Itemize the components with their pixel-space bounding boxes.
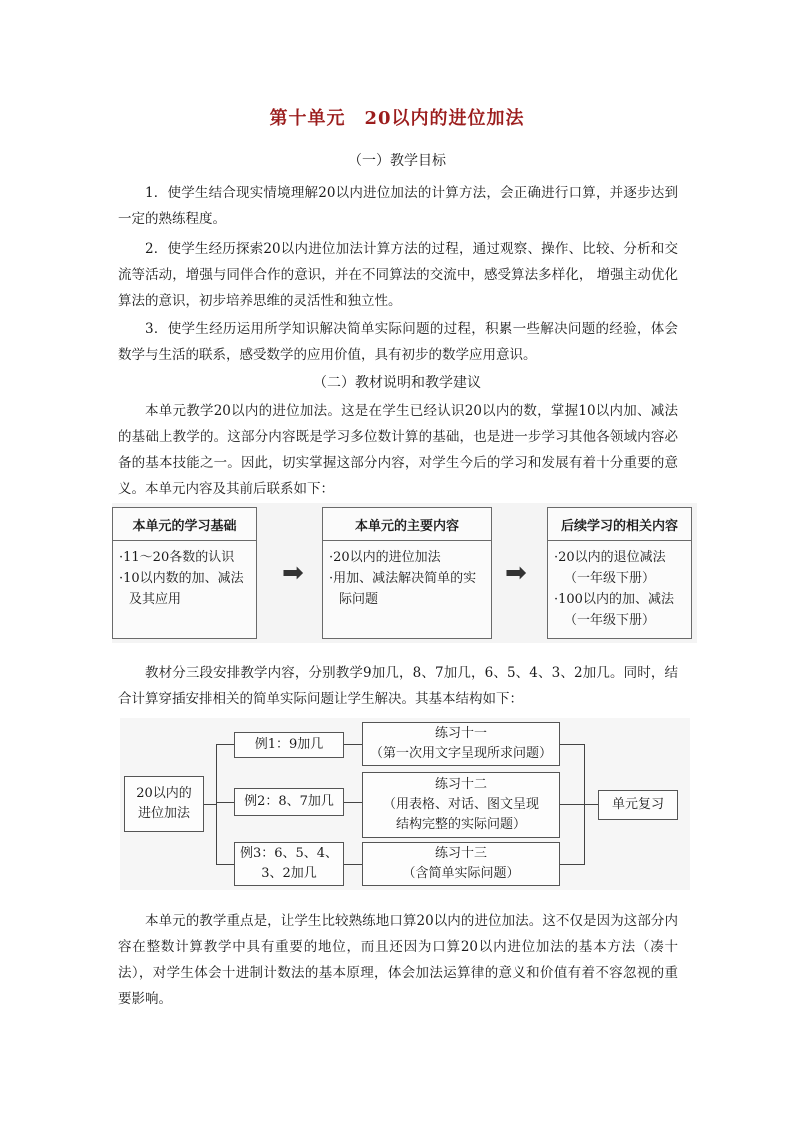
box-item: ·11～20各数的认识 <box>119 550 235 565</box>
box-line: 练习十二 <box>434 777 487 792</box>
box-line: 3、2加几 <box>261 866 317 881</box>
right-arrow-icon: ➡ <box>282 558 304 588</box>
example-3-box <box>234 842 344 886</box>
box-line: 练习十一 <box>434 726 487 741</box>
box-line: 例1：9加几 <box>254 737 324 752</box>
box-item: ·20以内的退位减法（一年级下册） <box>554 550 666 586</box>
box-learning-basis <box>112 507 257 639</box>
box-line: 20以内的 <box>136 786 192 801</box>
box-item: ·20以内的进位加法 <box>329 550 441 565</box>
box-line: （含简单实际问题） <box>402 866 520 881</box>
exercise-11-box <box>362 722 560 766</box>
box-follow-up <box>547 507 692 639</box>
box-line: 结构完整的实际问题） <box>395 817 526 832</box>
root-topic-box <box>124 776 204 832</box>
goal-paragraph-2: 2．使学生经历探索20以内进位加法计算方法的过程，通过观察、操作、比较、分析和交流等活动，增强与同伴合作的意识，并在不同算法的交流中，感受算法多样化， 增强主动优化算法的意识，初步培养思维的灵活性和独立性。 <box>118 241 678 309</box>
exercise-13-box <box>362 842 560 886</box>
unit-review-box <box>598 790 678 820</box>
box-line: 例2：8、7加几 <box>244 794 334 809</box>
box-item: ·10以内数的加、减法及其应用 <box>119 571 244 607</box>
box-line: （用表格、对话、图文呈现 <box>382 797 539 812</box>
goal-paragraph-1: 1．使学生结合现实情境理解20以内进位加法的计算方法，会正确进行口算，并逐步达到一定的熟练程度。 <box>118 185 678 227</box>
box-main-content <box>322 507 492 639</box>
exercise-12-box <box>362 772 560 838</box>
right-arrow-icon: ➡ <box>505 558 527 588</box>
box-item: ·用加、减法解决简单的实际问题 <box>329 571 477 607</box>
goal-paragraph-3: 3．使学生经历运用所学知识解决简单实际问题的过程，积累一些解决问题的经验，体会数学与生活的联系，感受数学的应用价值，具有初步的数学应用意识。 <box>118 321 678 363</box>
example-1-box <box>234 732 344 758</box>
page-title: 第十单元 20以内的进位加法 <box>269 108 525 129</box>
box-item: ·100以内的加、减法（一年级下册） <box>554 592 674 628</box>
unit-connection-diagram <box>112 503 697 643</box>
box-line: 例3：6、5、4、 <box>239 846 339 861</box>
box-header: 后续学习的相关内容 <box>548 508 691 541</box>
section-heading-goals: （一）教学目标 <box>348 153 446 169</box>
box-line: 练习十三 <box>434 846 487 861</box>
box-header: 本单元的学习基础 <box>113 508 256 541</box>
section-heading-materials: （二）教材说明和教学建议 <box>313 375 481 391</box>
box-header: 本单元的主要内容 <box>323 508 491 541</box>
box-line: 进位加法 <box>137 806 190 821</box>
box-line: （第一次用文字呈现所求问题） <box>369 746 552 761</box>
intro-paragraph: 本单元教学20以内的进位加法。这是在学生已经认识20以内的数，掌握10以内加、减法的基础上教学的。这部分内容既是学习多位数计算的基础，也是进一步学习其他各领域内容必备的基本技能之一。因此，切实掌握这部分内容，对学生今后的学习和发展有着十分重要的意义。本单元内容及其前后联系如下： <box>118 403 678 497</box>
box-line: 单元复习 <box>611 797 664 812</box>
focus-paragraph: 本单元的教学重点是，让学生比较熟练地口算20以内的进位加法。这不仅是因为这部分内容在整数计算教学中具有重要的地位，而且还因为口算20以内进位加法的基本方法（凑十法），对学生体会十进制计数法的基本原理，体会加法运算律的意义和价值有着不容忽视的重要影响。 <box>118 913 678 1007</box>
structure-paragraph: 教材分三段安排教学内容，分别教学9加几，8、7加几，6、5、4、3、2加几。同时，结合计算穿插安排相关的简单实际问题让学生解决。其基本结构如下： <box>118 665 678 707</box>
example-2-box <box>234 788 344 816</box>
unit-structure-diagram <box>120 718 690 890</box>
